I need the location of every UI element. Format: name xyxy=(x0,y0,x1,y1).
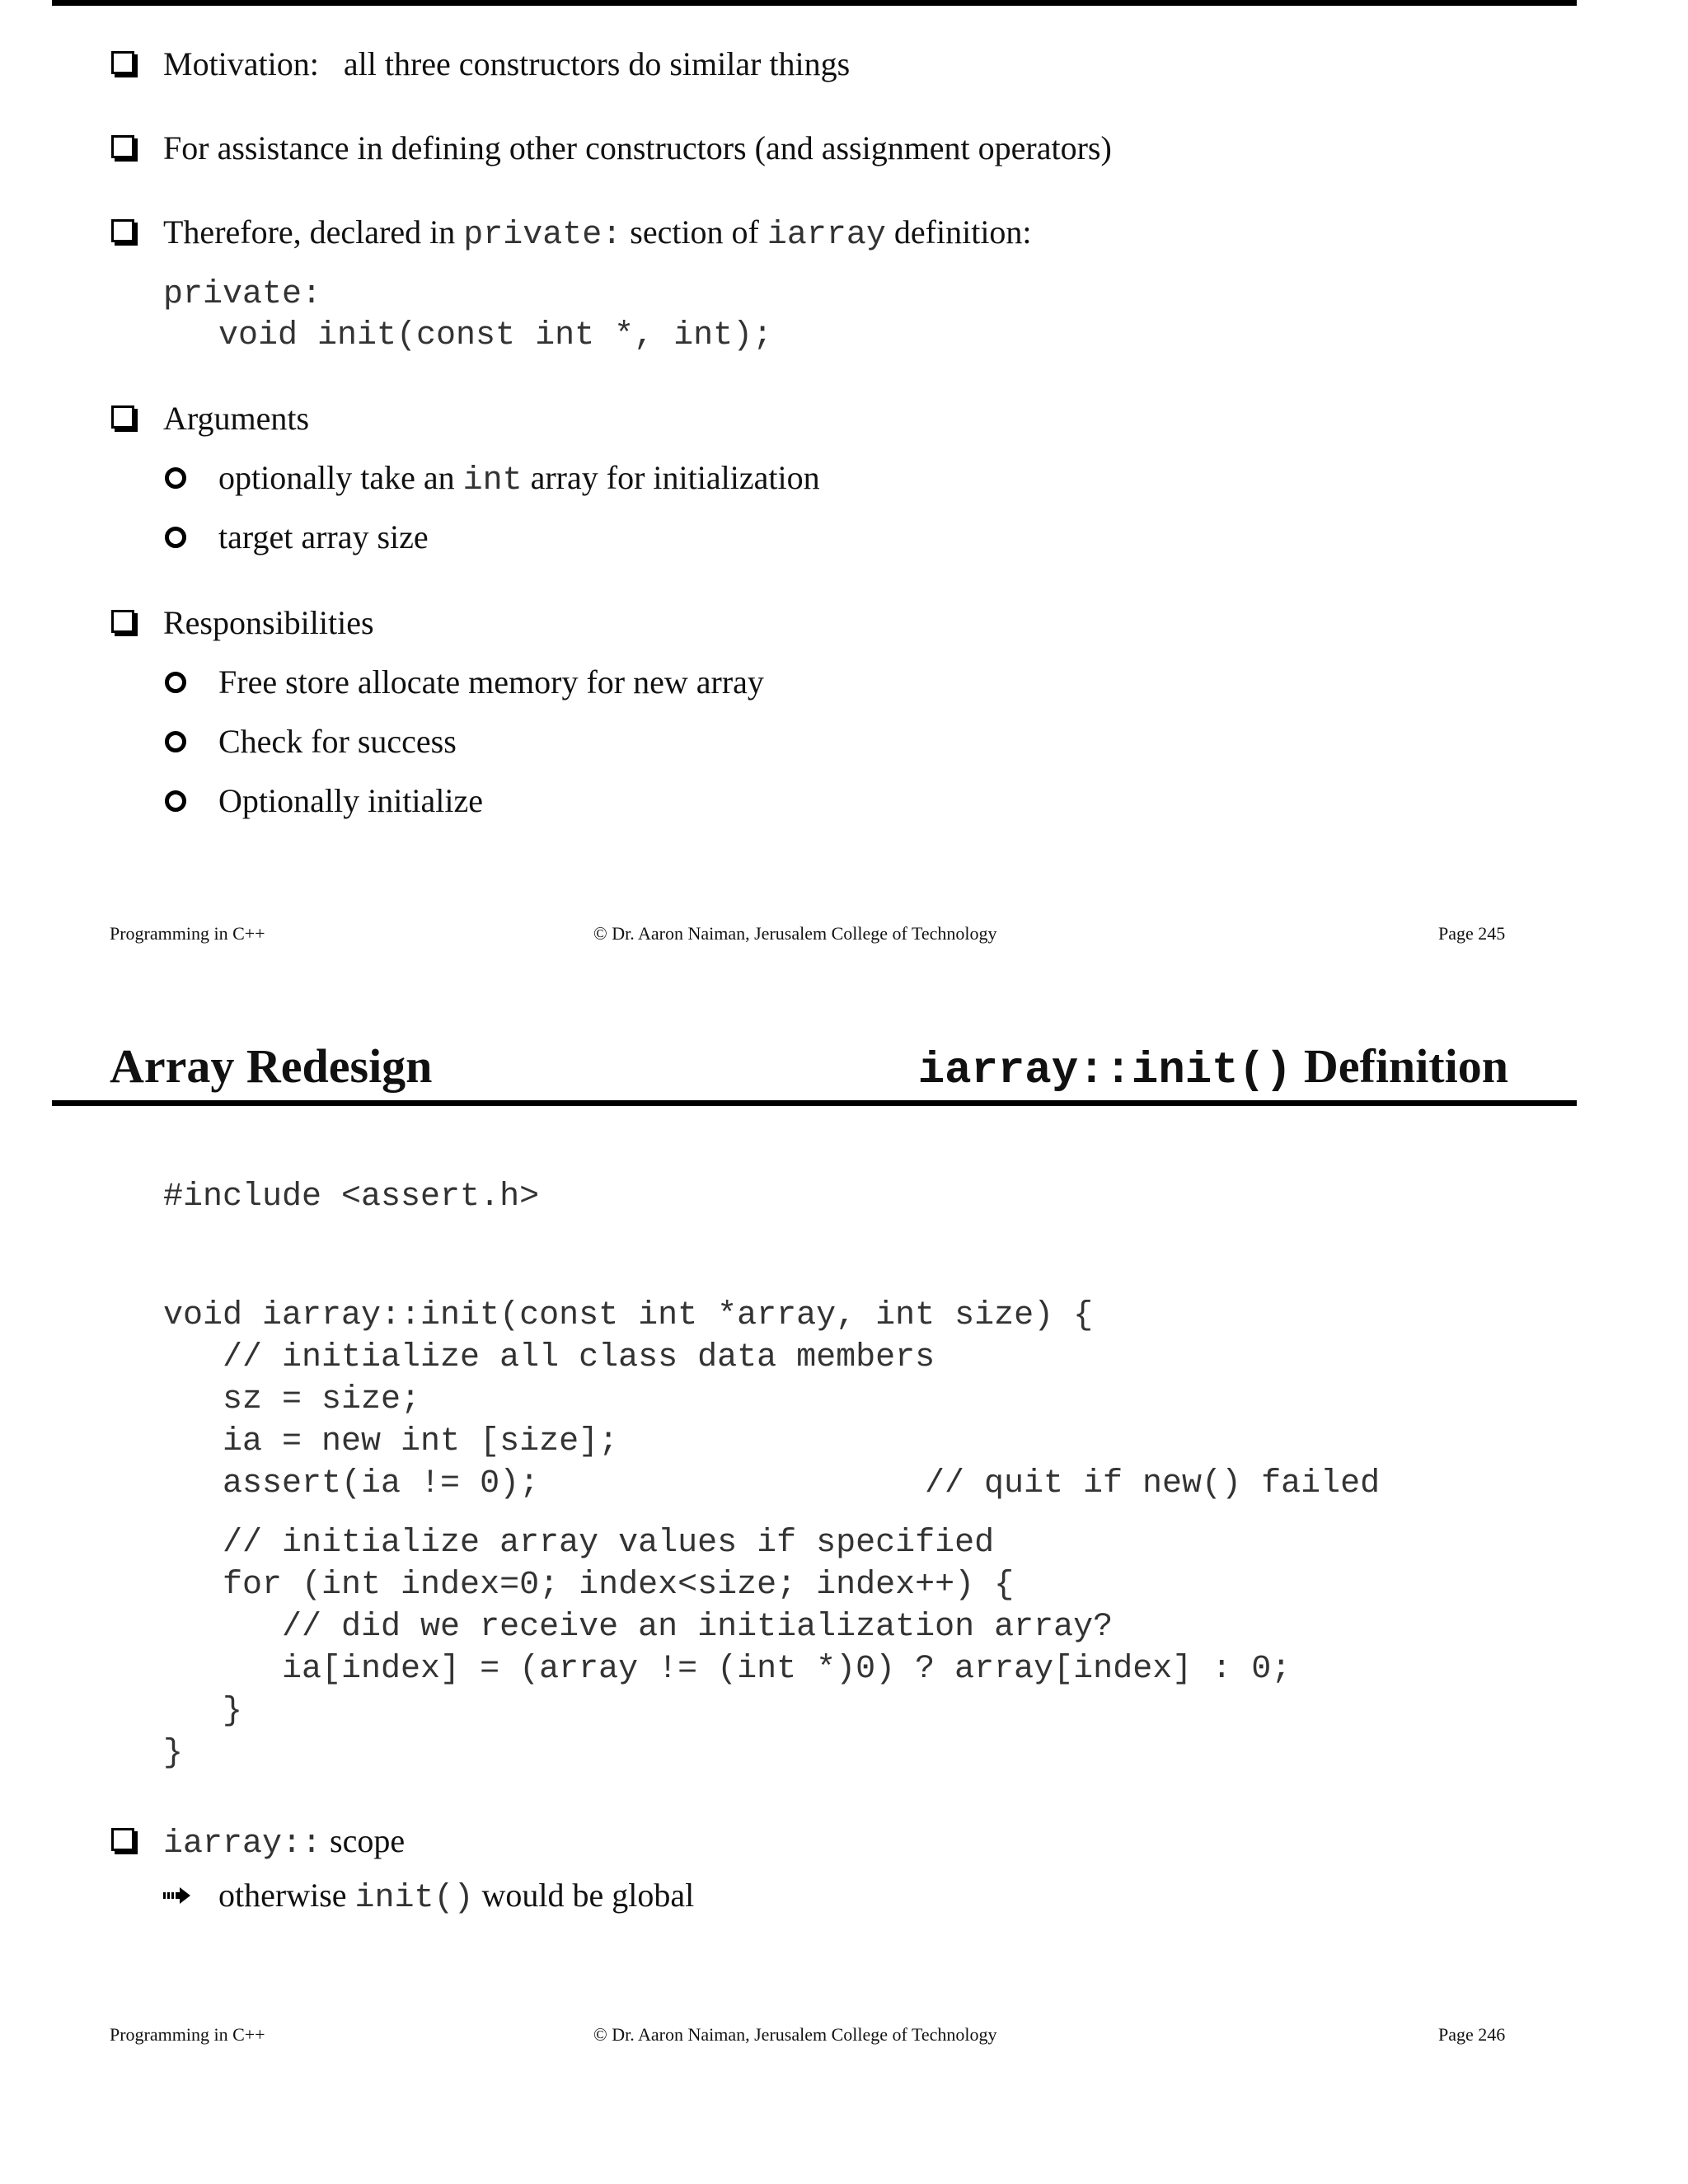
code-line: for (int index=0; index<size; index++) { xyxy=(163,1567,1015,1604)
code-line: } xyxy=(163,1693,243,1730)
scope-sub xyxy=(218,1876,694,1919)
code-line: ia = new int [size]; xyxy=(163,1423,619,1460)
section-title xyxy=(918,1040,1508,1098)
circle-bullet-icon xyxy=(165,527,186,548)
scope-sub-code: init() xyxy=(354,1880,474,1917)
code-line: void iarray::init(const int *array, int size) { xyxy=(163,1297,1094,1334)
code-line: // initialize array values if specified xyxy=(163,1525,995,1562)
footer-left: Programming in C++ xyxy=(110,2024,265,2045)
section-title-text: Definition xyxy=(1292,1039,1508,1093)
footer-left: Programming in C++ xyxy=(110,923,265,944)
section-title-code: iarray::init() xyxy=(917,1046,1292,1096)
footer-center: © Dr. Aaron Naiman, Jerusalem College of Technology xyxy=(593,2024,997,2045)
arg-int-array xyxy=(218,458,820,501)
resp-item: Check for success xyxy=(218,723,457,760)
checkbox-bullet-icon xyxy=(111,610,134,633)
code-line: } xyxy=(163,1735,184,1772)
footer-center: © Dr. Aaron Naiman, Jerusalem College of Technology xyxy=(593,923,997,944)
footer-page-number: Page 245 xyxy=(1438,923,1506,944)
arg1-post: array for initialization xyxy=(522,459,820,496)
resp-item: Optionally initialize xyxy=(218,782,484,819)
bullet-arguments: Arguments xyxy=(163,400,310,437)
checkbox-bullet-icon xyxy=(111,219,134,242)
circle-bullet-icon xyxy=(165,731,186,752)
checkbox-bullet-icon xyxy=(111,135,134,158)
arg1-pre: optionally take an xyxy=(218,459,463,496)
scope-sub-post: would be global xyxy=(473,1877,695,1914)
therefore-code-private: private: xyxy=(463,217,622,254)
arg-target-size: target array size xyxy=(218,518,429,555)
bullet-assistance: For assistance in defining other constructors (and assignment operators) xyxy=(163,129,1112,166)
bullet-scope xyxy=(163,1821,405,1864)
top-rule xyxy=(52,0,1577,6)
code-line: assert(ia != 0); xyxy=(163,1465,540,1502)
code-comment-assert: // quit if new() failed xyxy=(925,1465,1381,1502)
therefore-post: definition: xyxy=(885,213,1032,251)
bullet-responsibilities: Responsibilities xyxy=(163,604,374,641)
therefore-mid: section of xyxy=(621,213,767,251)
circle-bullet-icon xyxy=(165,467,186,489)
resp-item: Free store allocate memory for new array xyxy=(218,663,764,701)
code-include: #include <assert.h> xyxy=(163,1179,540,1216)
arrow-bullet-icon xyxy=(163,1887,191,1904)
code-private-label: private: xyxy=(163,276,322,313)
therefore-code-iarray: iarray xyxy=(767,217,886,254)
checkbox-bullet-icon xyxy=(111,405,134,429)
code-line: sz = size; xyxy=(163,1381,421,1418)
circle-bullet-icon xyxy=(165,672,186,693)
code-line: // initialize all class data members xyxy=(163,1339,935,1376)
circle-bullet-icon xyxy=(165,790,186,812)
therefore-pre: Therefore, declared in xyxy=(163,213,464,251)
title-rule xyxy=(52,1100,1577,1106)
scope-text: scope xyxy=(321,1822,406,1859)
checkbox-bullet-icon xyxy=(111,1828,134,1851)
scope-code: iarray:: xyxy=(163,1825,322,1863)
bullet-motivation: Motivation: all three constructors do similar things xyxy=(163,45,851,82)
page-title: Array Redesign xyxy=(110,1039,433,1093)
code-line: ia[index] = (array != (int *)0) ? array[index] : 0; xyxy=(163,1651,1292,1688)
footer-page-number: Page 246 xyxy=(1438,2024,1506,2045)
arg1-code-int: int xyxy=(462,462,523,499)
scope-sub-pre: otherwise xyxy=(218,1877,355,1914)
code-init-declaration: void init(const int *, int); xyxy=(218,317,773,354)
checkbox-bullet-icon xyxy=(111,51,134,74)
code-line: // did we receive an initialization array? xyxy=(163,1609,1114,1646)
bullet-therefore xyxy=(163,213,1032,255)
